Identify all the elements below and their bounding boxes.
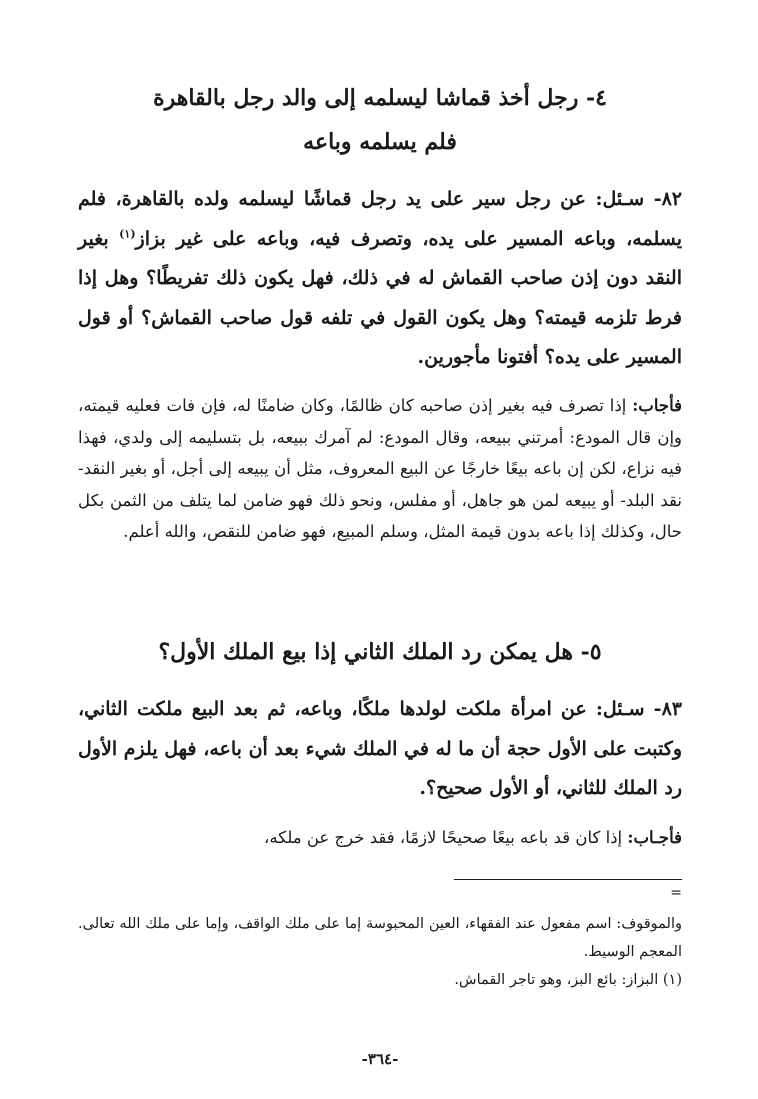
footnote-continuation: والموقوف: اسم مفعول عند الفقهاء، العين المحبوسة إما على ملك الواقف، وإما على ملك الله تعالى. المعجم الوسيط.: [78, 916, 682, 960]
section-4-title-line2: فلم يسلمه وباعه: [303, 129, 457, 155]
page-number: -٣٦٤-: [361, 1050, 399, 1068]
answer-82-text: إذا تصرف فيه بغير إذن صاحبه كان ظالمًا، وكان ضامنًا له، فإن فات فعليه قيمته، وإن قال المودع: أمرتني ببيعه، وقال المودع: لم آمرك ببيعه، بل بتسليمه إلى ولدي، فهذا فيه نزاع، لكن إن باعه بيعًا خارجًا عن البيع المعروف، مثل أن يبيعه إلى أجل، أو بغير النقد- نقد البلد- أو يبيعه لمن هو جاهل، أو مفلس، ونحو ذلك فهو ضامن لما يتلف من الثمن بكل حال، وكذلك إذا باعه بدون قيمة المثل، وسلم المبيع، فهو ضامن للنقص، والله أعلم.: [78, 396, 682, 541]
question-82: [78, 180, 682, 378]
footnote-ref-1[interactable]: (١): [119, 227, 136, 241]
question-82-text-part1: عن رجل سير على يد رجل قماشًا ليسلمه ولده بالقاهرة، فلم يسلمه، وباعه المسير على يده، وتصرف فيه، وباعه على غير بزاز: [78, 188, 682, 250]
footnotes: [78, 910, 682, 994]
question-83-lead: ٨٣- سـئل:: [595, 698, 682, 720]
question-83-text: عن امرأة ملكت لولدها ملكًا، وباعه، ثم بعد البيع ملكت الثاني، وكتبت على الأول حجة أن ما له في الملك شيء بعد أن باعه، فهل يلزم الأول رد الملك للثاني، أو الأول صحيح؟.: [78, 698, 682, 799]
answer-82-lead: فأجاب:: [632, 396, 682, 415]
answer-83: [78, 822, 682, 854]
section-4-heading: [78, 76, 682, 164]
answer-82: [78, 390, 682, 548]
footnote-continuation-mark: =: [670, 885, 682, 901]
section-5-heading: ٥- هل يمكن رد الملك الثاني إذا بيع الملك الأول؟: [158, 639, 602, 665]
answer-83-text: إذا كان قد باعه بيعًا صحيحًا لازمًا، فقد خرج عن ملكه،: [264, 828, 628, 847]
document-page: [78, 0, 682, 1099]
footnote-separator: [454, 879, 682, 880]
question-82-lead: ٨٢- سـئل:: [595, 188, 683, 210]
section-4-title-line1: ٤- رجل أخذ قماشا ليسلمه إلى والد رجل بالقاهرة: [153, 85, 607, 111]
answer-83-lead: فأجـاب:: [627, 828, 682, 847]
footnote-1: (١) البزاز: بائع البز، وهو تاجر القماش.: [454, 972, 682, 988]
question-83: [78, 690, 682, 809]
question-82-text-part2: بغير النقد دون إذن صاحب القماش له في ذلك، فهل يكون ذلك تفريطًا؟ وهل إذا فرط تلزمه قيمته؟ وهل يكون القول في تلفه قول صاحب القماش؟ أو قول المسير على يده؟ أفتونا مأجورين.: [78, 227, 682, 368]
